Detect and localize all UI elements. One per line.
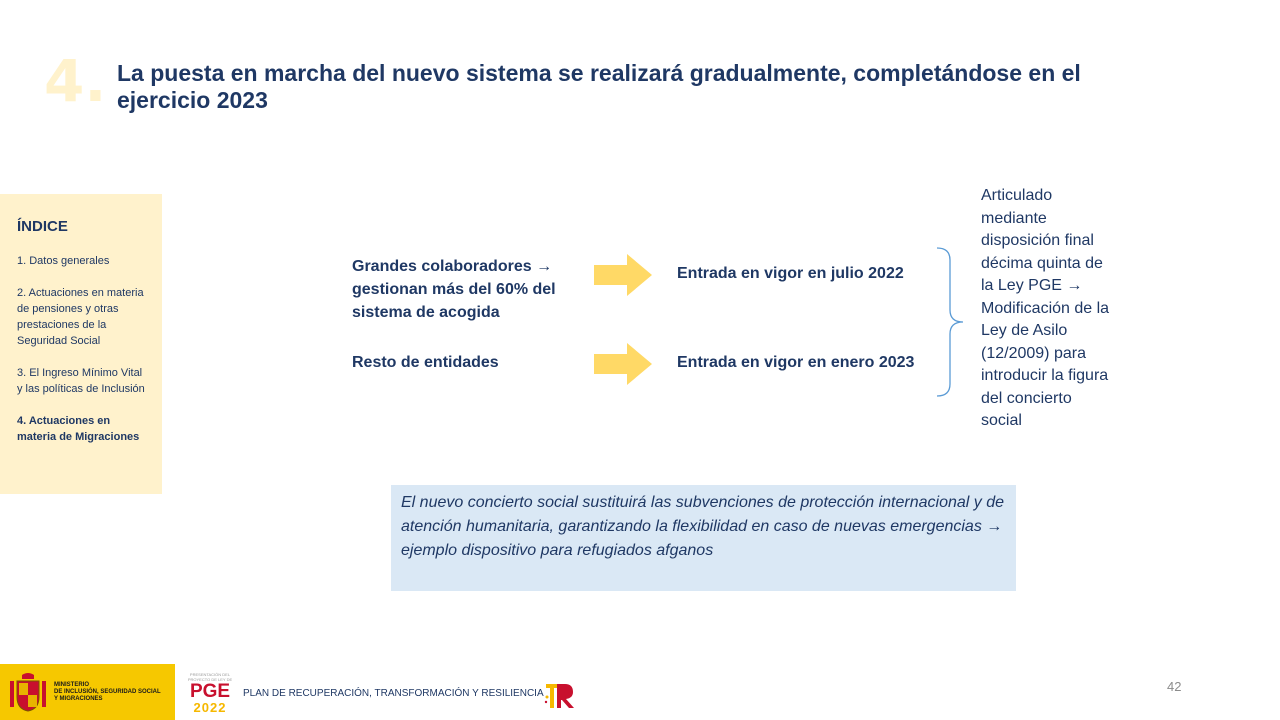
index-item-pensiones[interactable]: 2. Actuaciones en materia de pensiones y otras prestaciones de la Seguridad Social: [17, 287, 144, 347]
index-item-migraciones[interactable]: 4. Actuaciones en materia de Migraciones: [17, 415, 140, 443]
ministry-line-1: MINISTERIO: [54, 681, 90, 688]
entry-julio-2022: Entrada en vigor en julio 2022: [677, 265, 904, 282]
row-label-grandes-colaboradores: Grandes colaboradores → gestionan más del 60% del sistema de acogida: [352, 258, 556, 321]
tr-logo-icon: [543, 680, 577, 712]
entry-enero-2023: Entrada en vigor en enero 2023: [677, 354, 915, 371]
ministry-name: [54, 682, 161, 703]
right-arrow-icon: [594, 343, 652, 385]
callout-box: El nuevo concierto social sustituirá las subvenciones de protección internacional y de atención humanitaria, garantizando la flexibilidad en caso de nuevas emergencias → ejemplo dispositivo para refugiados afganos: [391, 485, 1016, 591]
side-note: Articulado mediante disposición final décima quinta de la Ley PGE → Modificación de la Ley de Asilo (12/2009) para introducir la figura del concierto social: [981, 187, 1110, 429]
coat-of-arms-icon: [8, 671, 48, 713]
index-heading: ÍNDICE: [17, 218, 68, 235]
plan-recuperacion-text: PLAN DE RECUPERACIÓN, TRANSFORMACIÓN Y RESILIENCIA: [243, 688, 544, 699]
index-panel: [0, 194, 162, 494]
ministry-line-2: DE INCLUSIÓN, SEGURIDAD SOCIAL: [54, 688, 161, 695]
pge-caption: PRESENTACIÓN DEL PROYECTO DE LEY DE: [187, 672, 233, 682]
right-arrow-icon: [594, 254, 652, 296]
index-item-datos-generales[interactable]: 1. Datos generales: [17, 255, 110, 267]
section-number: 4.: [44, 47, 107, 115]
pge-logo: [186, 672, 234, 716]
row-label-resto-entidades: Resto de entidades: [352, 354, 499, 371]
pge-year: 2022: [193, 700, 227, 715]
right-brace-icon: [935, 246, 969, 398]
page-number: 42: [1167, 679, 1182, 694]
ministry-logo: [0, 664, 175, 720]
slide-title: La puesta en marcha del nuevo sistema se realizará gradualmente, completándose en el ejercicio 2023: [117, 60, 1081, 113]
index-item-ingreso-minimo-vital[interactable]: 3. El Ingreso Mínimo Vital y las políticas de Inclusión: [17, 367, 145, 395]
pge-label: PGE: [189, 681, 231, 702]
ministry-line-3: Y MIGRACIONES: [54, 695, 103, 702]
